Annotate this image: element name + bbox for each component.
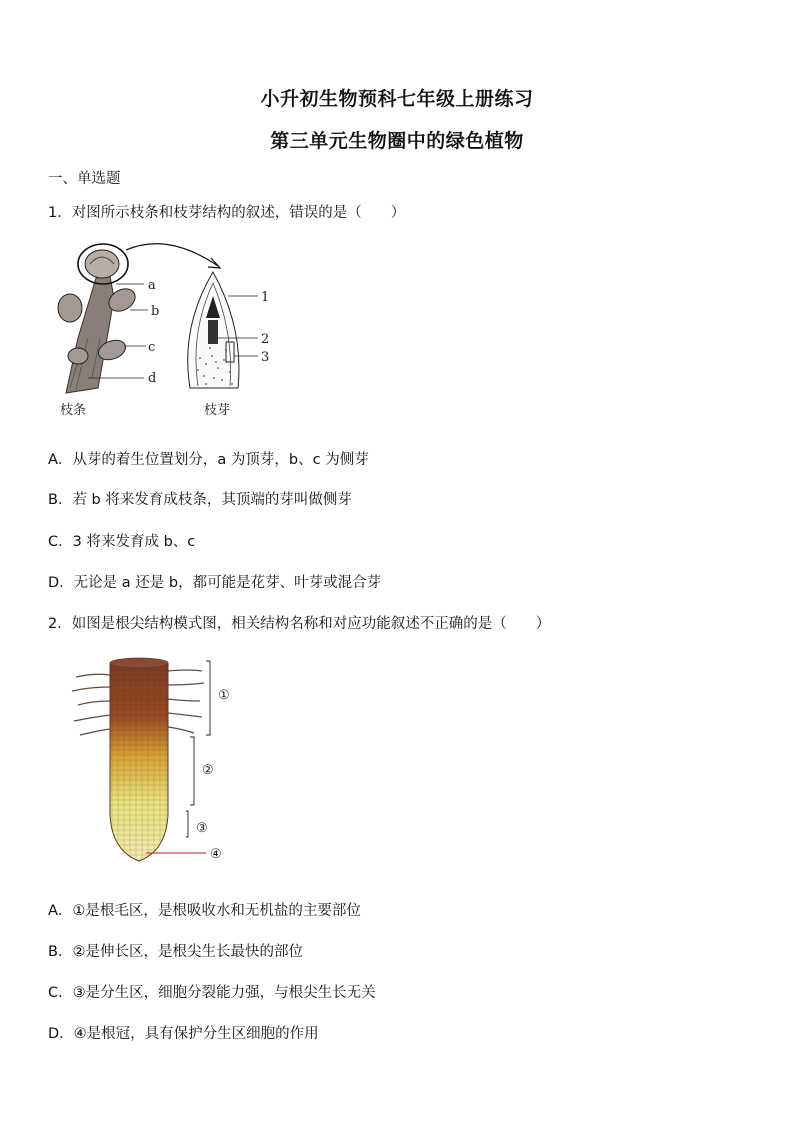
twig-label-c: c [148,340,156,355]
q1-option-b: B．若 b 将来发育成枝条，其顶端的芽叫做侧芽 [48,492,352,508]
q1-option-c: C．3 将来发育成 b、c [48,534,196,550]
root-label-3: ③ [196,821,208,836]
caption-twig: 枝条 [60,403,87,418]
twig-label-d: d [148,371,157,386]
question-1-stem: 1．对图所示枝条和枝芽结构的叙述，错误的是（ ） [48,205,406,221]
arrow-icon [126,244,218,266]
caption-bud: 枝芽 [204,403,231,418]
twig-label-a: a [148,278,156,293]
q2-option-a: A．①是根毛区，是根吸收水和无机盐的主要部位 [48,903,361,919]
section-heading: 一、单选题 [48,171,121,187]
bud-label-1: 1 [261,290,270,305]
q1-option-d: D．无论是 a 还是 b，都可能是花芽、叶芽或混合芽 [48,575,382,591]
root-label-1: ① [218,688,230,703]
root-label-4: ④ [210,847,222,862]
bud-label-2: 2 [261,332,270,347]
q2-option-d: D．④是根冠，具有保护分生区细胞的作用 [48,1026,319,1042]
question-1-figure [48,238,288,422]
q1-option-a: A．从芽的着生位置划分，a 为顶芽，b、c 为侧芽 [48,452,369,468]
question-2-figure [70,655,260,873]
document-title: 小升初生物预科七年级上册练习 [260,88,534,110]
bud-section-drawing [188,272,258,388]
question-2-stem: 2．如图是根尖结构模式图，相关结构名称和对应功能叙述不正确的是（ ） [48,616,551,632]
root-tip-drawing [72,658,206,861]
q2-option-b: B．②是伸长区，是根尖生长最快的部位 [48,944,303,960]
bud-label-3: 3 [261,350,270,365]
q2-option-c: C．③是分生区，细胞分裂能力强，与根尖生长无关 [48,985,376,1001]
root-label-2: ② [202,763,214,778]
document-subtitle: 第三单元生物圈中的绿色植物 [270,130,524,152]
twig-label-b: b [151,304,160,319]
twig-drawing [58,244,148,393]
